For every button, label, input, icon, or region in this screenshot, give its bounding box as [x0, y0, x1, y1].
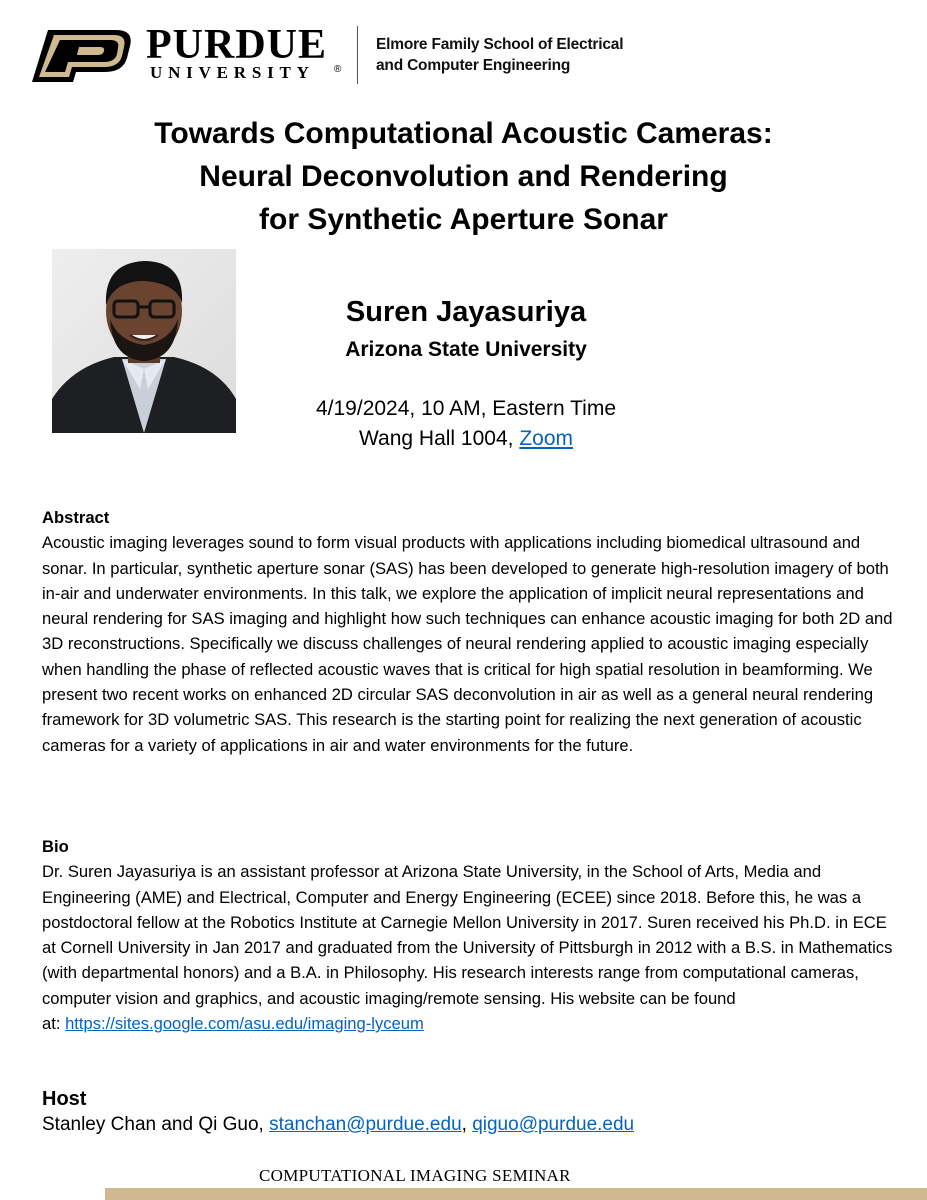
speaker-photo: [52, 249, 236, 433]
speaker-name: Suren Jayasuriya: [345, 296, 587, 328]
venue-text: Wang Hall 1004,: [359, 427, 520, 450]
host-separator: ,: [461, 1114, 473, 1135]
university-subtitle: UNIVERSITY: [150, 63, 315, 82]
host-email-2[interactable]: qiguo@purdue.edu: [472, 1114, 635, 1135]
event-datetime: 4/19/2024, 10 AM, Eastern Time: [315, 397, 617, 420]
abstract-heading: Abstract: [42, 508, 110, 527]
bio-text: Dr. Suren Jayasuriya is an assistant professor at Arizona State University, in the School of Arts, Media and Engineering (AME) and Electrical, Computer and Energy Engineering (ECEE) since 2018. Before this, he was a postdoctoral fellow at the Robotics Institute at Carnegie Mellon University in 2017. Suren received his Ph.D. in ECE at Cornell University in Jan 2017 and graduated from the University of Pittsburgh in 2012 with a B.S. in Mathematics (with departmental honors) and a B.A. in Philosophy. His research interests range from computational cameras, computer vision and graphics, and acoustic imaging/remote sensing. His website can be found: [42, 862, 893, 1008]
zoom-link[interactable]: Zoom: [519, 427, 573, 450]
bio-heading: Bio: [42, 837, 69, 856]
bio-link-line: [42, 1011, 904, 1036]
host-names: Stanley Chan and Qi Guo,: [42, 1114, 270, 1135]
department-name: [376, 34, 623, 76]
abstract-text: Acoustic imaging leverages sound to form visual products with applications including biomedical ultrasound and sonar. In particular, synthetic aperture sonar (SAS) has been developed to generate high-resolution imagery of both in-air and underwater environments. In this talk, we explore the application of implicit neural representations and neural rendering for SAS imaging and highlight how such techniques can enhance acoustic imaging for both 2D and 3D reconstructions. Specifically we discuss challenges of neural rendering applied to acoustic imaging especially when handling the phase of reflected acoustic waves that is critical for high spatial resolution in beamforming. We present two recent works on enhanced 2D circular SAS deconvolution in air as well as a general neural rendering framework for 3D volumetric SAS. This research is the starting point for realizing the next generation of acoustic cameras for a variety of applications in air and water environments for the future.: [42, 533, 893, 755]
university-wordmark: PURDUE: [146, 22, 327, 68]
host-line: [42, 1114, 634, 1136]
footer-bar: [105, 1188, 927, 1200]
seminar-series-label: COMPUTATIONAL IMAGING SEMINAR: [259, 1166, 571, 1185]
registered-mark: ®: [334, 64, 342, 75]
speaker-affiliation: Arizona State University: [345, 338, 587, 361]
talk-title-line-3: for Synthetic Aperture Sonar: [259, 203, 668, 236]
talk-title-line-1: Towards Computational Acoustic Cameras:: [154, 117, 773, 150]
talk-title-line-2: Neural Deconvolution and Rendering: [199, 160, 728, 193]
event-venue: [359, 427, 573, 451]
host-email-1[interactable]: stanchan@purdue.edu: [269, 1114, 462, 1135]
bio-link-prefix: at:: [42, 1014, 66, 1034]
header-divider: [357, 26, 358, 84]
department-line-2: and Computer Engineering: [376, 57, 571, 74]
abstract-section: [42, 505, 904, 758]
talk-title: [0, 112, 927, 241]
website-link[interactable]: https://sites.google.com/asu.edu/imaging-lyceum: [65, 1014, 424, 1034]
purdue-p-logo-icon: [30, 28, 134, 84]
bio-section: [42, 834, 904, 1036]
host-heading: Host: [42, 1088, 87, 1110]
department-line-1: Elmore Family School of Electrical: [376, 36, 624, 53]
